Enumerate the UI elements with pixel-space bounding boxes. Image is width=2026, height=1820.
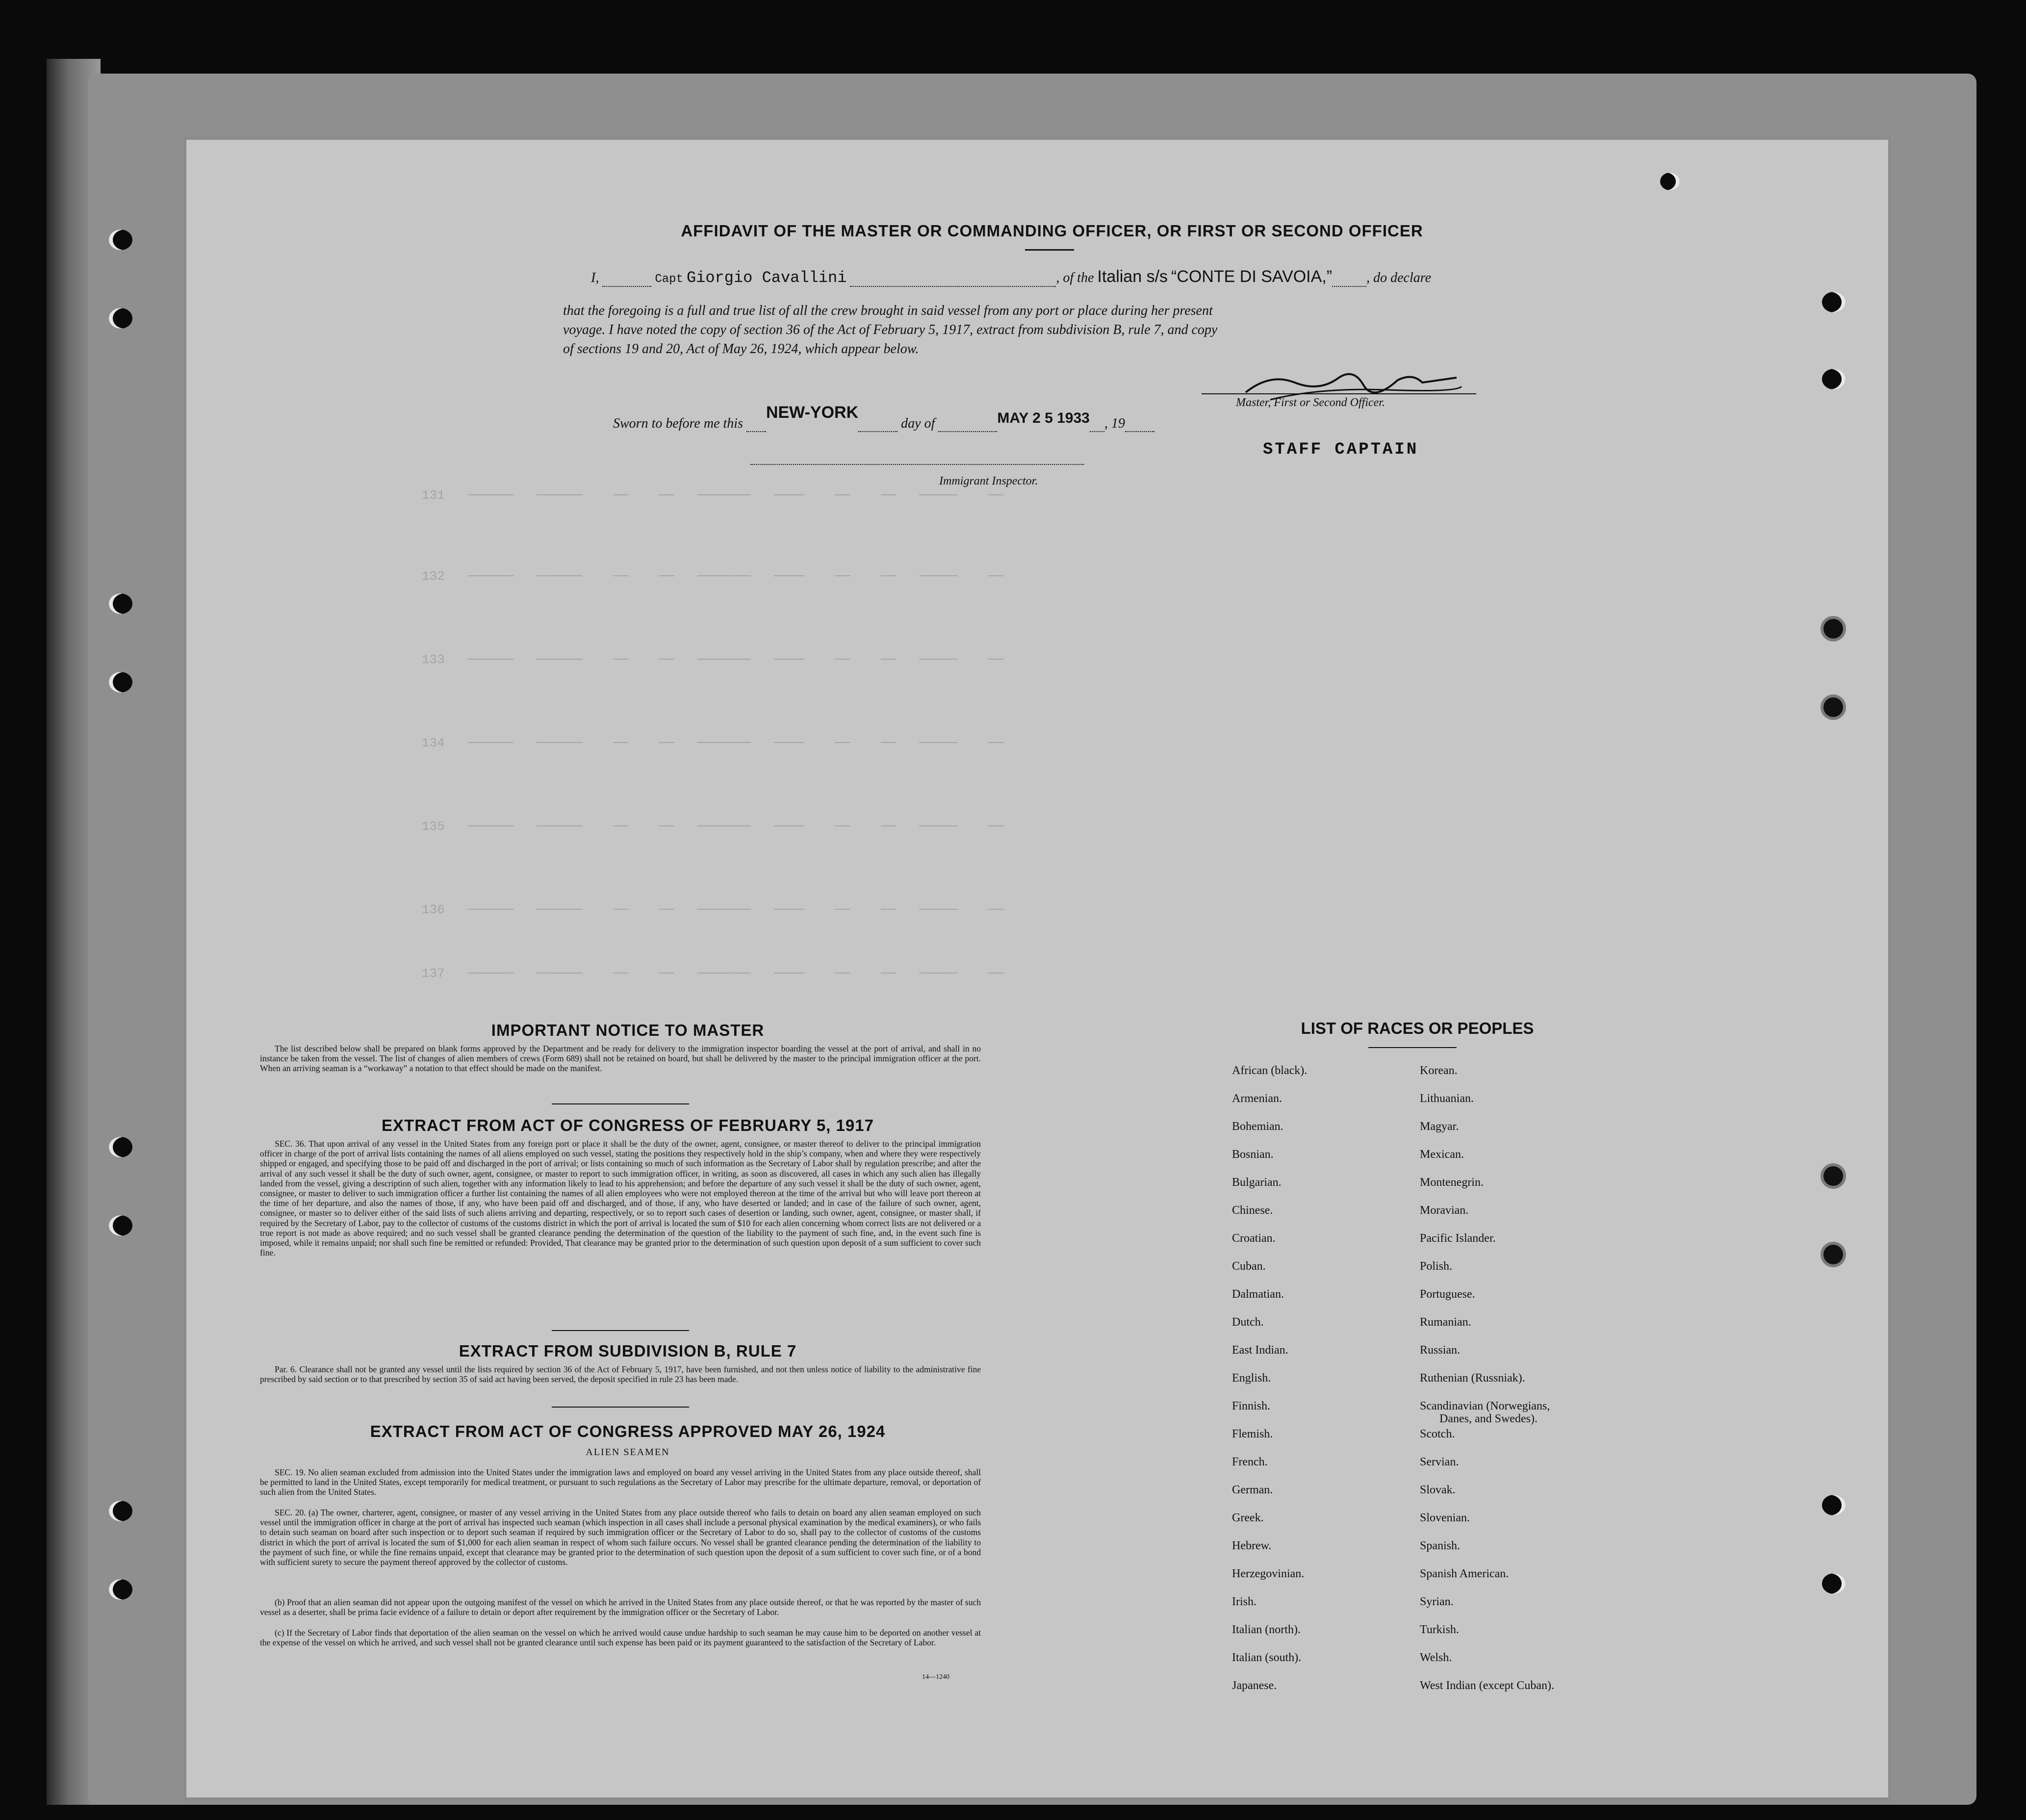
punch-hole-right-2 <box>1822 369 1846 389</box>
race-item: Italian (south). <box>1232 1651 1302 1664</box>
extract-rule7-text: Par. 6. Clearance shall not be granted any vessel until the lists required by section 36 of the Act of February 5, 1917, have been furnished, and not then unless notice of liability to the administrative fine prescribed by said section or to that prescribed by section 35 of said act having been served, the deposit specified in rule 23 has been made. <box>260 1364 981 1384</box>
race-item: Danes, and Swedes). <box>1439 1412 1538 1425</box>
race-item: Syrian. <box>1420 1595 1454 1608</box>
sworn-line <box>613 403 1154 432</box>
punch-hole-right-7 <box>1822 1495 1846 1515</box>
race-item: Hebrew. <box>1232 1539 1272 1552</box>
race-item: Slovak. <box>1420 1484 1456 1496</box>
punch-hole-left-4 <box>109 672 132 692</box>
do-declare-label: , do declare <box>1366 270 1432 285</box>
punch-hole-left-6 <box>109 1215 132 1236</box>
race-item: Spanish American. <box>1420 1567 1509 1580</box>
punch-hole-left-1 <box>109 230 132 250</box>
affidavit-title-rule <box>1025 249 1074 251</box>
race-item: Turkish. <box>1420 1623 1459 1636</box>
punch-hole-right-1 <box>1822 292 1846 312</box>
day-of-label: day of <box>901 416 935 431</box>
punch-hole-right-4 <box>1823 697 1843 717</box>
race-item: Portuguese. <box>1420 1288 1475 1301</box>
inspector-signature-line <box>750 464 1084 465</box>
race-item: Bosnian. <box>1232 1148 1274 1161</box>
race-item: Japanese. <box>1232 1679 1277 1692</box>
race-item: Armenian. <box>1232 1092 1282 1105</box>
race-item: Russian. <box>1420 1344 1461 1357</box>
extract-1924-title: EXTRACT FROM ACT OF CONGRESS APPROVED MAY 26, 1924 <box>370 1422 886 1440</box>
race-item: Scandinavian (Norwegians, <box>1420 1400 1550 1412</box>
affidavit-declaration-line <box>591 267 1431 287</box>
race-item: African (black). <box>1232 1064 1308 1077</box>
notice-text: The list described below shall be prepared on blank forms approved by the Department and be ready for delivery to the immigration inspector boarding the vessel at the port of arrival, and shall in no instance be taken from the vessel. The list of changes of alien members of crews (Form 689) shall not be retained on board, but shall be delivered by the master to the principal immigration officer at the port. When an arriving seaman is a “workaway” a notation to that effect should be made on the manifest. <box>260 1044 981 1074</box>
race-item: East Indian. <box>1232 1344 1288 1357</box>
extract-1924-subtitle: ALIEN SEAMEN <box>586 1447 670 1458</box>
race-item: Polish. <box>1420 1260 1453 1273</box>
i-label: I, <box>591 270 599 285</box>
notice-title: IMPORTANT NOTICE TO MASTER <box>491 1021 765 1039</box>
race-item: Moravian. <box>1420 1204 1469 1217</box>
punch-hole-left-3 <box>109 593 132 614</box>
race-item: Scotch. <box>1420 1428 1455 1440</box>
extract-1917-title: EXTRACT FROM ACT OF CONGRESS OF FEBRUARY 5, 1917 <box>382 1116 874 1134</box>
race-item: Flemish. <box>1232 1428 1273 1440</box>
race-item: Welsh. <box>1420 1651 1452 1664</box>
affidavit-body-2: voyage. I have noted the copy of section 36 of the Act of February 5, 1917, extract from subdivision B, rule 7, and copy <box>563 322 1218 337</box>
race-item: Slovenian. <box>1420 1512 1470 1524</box>
race-item: Chinese. <box>1232 1204 1273 1217</box>
race-item: Montenegrin. <box>1420 1176 1484 1189</box>
extract-1917-rule <box>552 1330 689 1331</box>
races-title-rule <box>1368 1047 1457 1048</box>
affidavit-body-3: of sections 19 and 20, Act of May 26, 1924, which appear below. <box>563 341 919 357</box>
race-item: Servian. <box>1420 1456 1459 1468</box>
punch-hole-left-8 <box>109 1579 132 1600</box>
officer-name: Giorgio Cavallini <box>686 269 847 287</box>
race-item: Greek. <box>1232 1512 1264 1524</box>
extract-rule7-title: EXTRACT FROM SUBDIVISION B, RULE 7 <box>459 1342 797 1360</box>
race-item: Italian (north). <box>1232 1623 1301 1636</box>
race-item: Pacific Islander. <box>1420 1232 1496 1245</box>
punch-hole-left-2 <box>109 308 132 329</box>
notice-rule <box>552 1103 689 1104</box>
race-item: Korean. <box>1420 1064 1458 1077</box>
vessel-name: “CONTE DI SAVOIA,” <box>1171 267 1333 286</box>
race-item: Bulgarian. <box>1232 1176 1282 1189</box>
race-item: German. <box>1232 1484 1273 1496</box>
race-item: Rumanian. <box>1420 1316 1471 1329</box>
races-title: LIST OF RACES OR PEOPLES <box>1301 1019 1534 1037</box>
extract-1924-sec20c: (c) If the Secretary of Labor finds that deportation of the alien seaman on the vessel on which he arrived would cause undue hardship to such seaman he may cause him to be deported on another vessel at the expense of the vessel on which he arrived, and such vessel shall not be granted clearance until such expense has been paid or its payment guaranteed to the satisfaction of the Secretary of Labor. <box>260 1628 981 1648</box>
sworn-label: Sworn to before me this <box>613 416 743 431</box>
punch-hole-right-6 <box>1823 1245 1843 1264</box>
race-item: Herzegovinian. <box>1232 1567 1305 1580</box>
race-item: Magyar. <box>1420 1120 1459 1133</box>
race-item: Mexican. <box>1420 1148 1464 1161</box>
inspector-caption: Immigrant Inspector. <box>939 475 1038 487</box>
race-item: West Indian (except Cuban). <box>1420 1679 1554 1692</box>
master-caption: Master, First or Second Officer. <box>1236 396 1385 409</box>
sworn-date: MAY 2 5 1933 <box>997 410 1090 426</box>
extract-1924-sec19: SEC. 19. No alien seaman excluded from admission into the United States under the immigration laws and employed on board any vessel arriving in the United States from any place outside thereof, shall be permitted to land in the United States, except temporarily for medical treatment, or pursuant to such regulations as the Secretary of Labor may prescribe for the ultimate departure, removal, or deportation of such alien from the United States. <box>260 1467 981 1497</box>
race-item: Ruthenian (Russniak). <box>1420 1372 1525 1384</box>
race-item: Dutch. <box>1232 1316 1264 1329</box>
of-the-label: , of the <box>1056 270 1094 285</box>
officer-prefix: Capt <box>655 273 683 286</box>
race-item: Spanish. <box>1420 1539 1461 1552</box>
rank-stamp: STAFF CAPTAIN <box>1263 440 1419 459</box>
race-item: English. <box>1232 1372 1271 1384</box>
affidavit-body-1: that the foregoing is a full and true list of all the crew brought in said vessel from any port or place during her present <box>563 303 1213 318</box>
extract-1917-text: SEC. 36. That upon arrival of any vessel in the United States from any foreign port or place it shall be the duty of the owner, agent, consignee, or master thereof to deliver to the principal immigration officer in charge of the port of arrival lists containing the names of all aliens employed on such vessel, stating the positions they respectively hold in the ship’s company, when and where they were respectively shipped or engaged, and specifying those to be paid off and discharged in the port of arrival; or lists containing so much of such information as the Secretary of Labor shall by regulation prescribe; and after the arrival of any such vessel it shall be the duty of such owner, agent, consignee, or master to report to such immigration officer, in writing, as soon as discovered, all cases in which any such alien has illegally landed from the vessel, giving a description of such alien, together with any information likely to lead to his apprehension; and before the departure of any such vessel it shall be the duty of such owner, agent, consignee, or master to deliver to such immigration officer a further list containing the names of all alien employees who were not employed thereon at the time of the arrival but who will leave port thereon at the time of her departure, and also the names of those, if any, who have been paid off and discharged, and of those, if any, who have deserted or landed; and in case of the failure of such owner, agent, consignee, or master so to deliver either of the said lists of such aliens arriving and departing, respectively, or so to report such cases of desertion or landing, such owner, agent, consignee, or master shall, if required by the Secretary of Labor, pay to the collector of customs of the customs district in which the port of arrival is located the sum of $10 for each alien concerning whom correct lists are not delivered or a true report is not made as above required; and no such vessel shall be granted clearance pending the determination of the question of the liability to the payment of such fine, and, in the event such fine is imposed, while it remains unpaid; nor shall such fine be remitted or refunded: Provided, That clearance may be granted prior to the determination of such question upon deposit of a sum sufficient to cover such fine. <box>260 1139 981 1258</box>
race-item: Cuban. <box>1232 1260 1266 1273</box>
punch-hole-right-8 <box>1822 1573 1846 1594</box>
vessel-prefix: Italian s/s <box>1097 267 1168 286</box>
extract-1924-sec20a: SEC. 20. (a) The owner, charterer, agent, consignee, or master of any vessel arriving in the United States from any place outside thereof who fails to detain on board any alien seaman employed on such vessel until the immigration officer in charge at the port of arrival has inspected such seaman (which inspection in all cases shall include a personal physical examination by the medical examiners), or who fails to detain such seaman on board after such inspection or to deport such seaman if required by such immigration officer or the Secretary of Labor to do so, shall pay to the collector of customs of the customs district in which the port of arrival is located the sum of $1,000 for each alien seaman in respect of whom such failure occurs. No vessel shall be granted clearance pending the determination of the liability to the payment of such fine, or while the fine remains unpaid, except that clearance may be granted prior to the determination of such question upon the deposit of a sum sufficient to cover such fine, or of a bond with sufficient surety to secure the payment thereof approved by the collector of customs. <box>260 1508 981 1567</box>
race-item: Lithuanian. <box>1420 1092 1474 1105</box>
punch-hole-right-5 <box>1823 1166 1843 1186</box>
punch-hole-left-7 <box>109 1501 132 1521</box>
year-label: , 19 <box>1104 416 1125 431</box>
extract-rule7-rule <box>552 1407 689 1408</box>
extract-1924-sec20b: (b) Proof that an alien seaman did not appear upon the outgoing manifest of the vessel on which he arrived in the United States from any place outside thereof, or that he was reported by the master of such vessel as a deserter, shall be prima facie evidence of a failure to detain or deport after requirement by the immigration officer or the Secretary of Labor. <box>260 1597 981 1617</box>
form-number: 14—1240 <box>922 1673 949 1681</box>
race-item: French. <box>1232 1456 1268 1468</box>
race-item: Finnish. <box>1232 1400 1271 1412</box>
race-item: Croatian. <box>1232 1232 1276 1245</box>
punch-hole-left-5 <box>109 1137 132 1157</box>
punch-hole-right-3 <box>1823 619 1843 639</box>
master-signature-line <box>1202 393 1476 394</box>
punch-hole-top <box>1660 173 1680 190</box>
affidavit-title: AFFIDAVIT OF THE MASTER OR COMMANDING OFFICER, OR FIRST OR SECOND OFFICER <box>681 222 1423 240</box>
sworn-place: NEW-YORK <box>766 403 859 422</box>
race-item: Dalmatian. <box>1232 1288 1284 1301</box>
race-item: Irish. <box>1232 1595 1257 1608</box>
race-item: Bohemian. <box>1232 1120 1283 1133</box>
